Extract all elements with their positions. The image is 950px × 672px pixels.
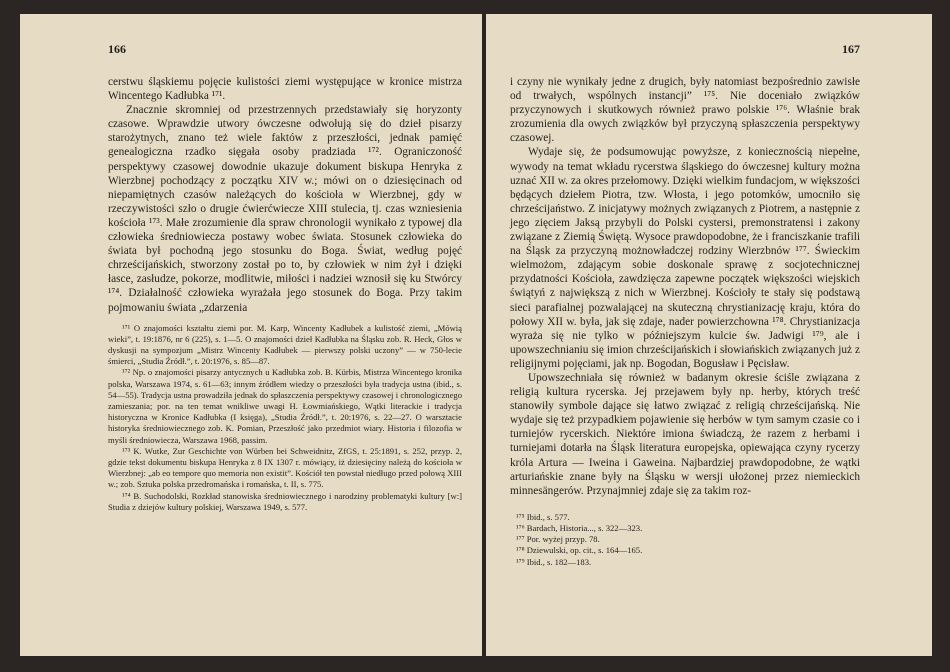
footnote-175: ¹⁷⁵ Ibid., s. 577. bbox=[516, 511, 570, 522]
right-paragraph-1: i czyny nie wynikały jedne z drugich, były natomiast bezpośrednio zawisłe od trwałych, wspólnych instancji” ¹⁷⁵. Nie doceniało związków przyczynowych i skutkowych również prawo polskie ¹⁷⁶. Właśnie brak zrozumienia dla owych związków był przyczyną spłaszczenia perspektywy czasowej. bbox=[510, 76, 860, 145]
footnote-178: ¹⁷⁸ Dziewulski, op. cit., s. 164—165. bbox=[516, 545, 643, 556]
right-paragraph-2: Wydaje się, że podsumowując powyższe, z koniecznością niepełne, wywody na temat wkładu rycerstwa śląskiego do ówczesnej kultury można uznać XII w. za okres przełomowy. Dzięki wielkim fundacjom, w większości będących dziełem Piotra, tzw. Włosta, i jego potomków, umocniło się chrześcijaństwo. Z inicjatywy możnych związanych z Piotrem, a następnie z jego zięciem Jaksą przybyli do Polski cystersi, premonstratensi i zakony związane z Ziemią Świętą. Wysoce prawdopodobne, że i franciszkanie trafili na Śląsk za przyczyną możnowładczej rodziny Wierzbnów ¹⁷⁷. Świeckim wielmożom, zdającym sobie doskonale sprawę z socjotechnicznej przydatności Kościoła, zawdzięcza zapewne początek większości wiejskich świątyń z największą z nich w Wierzbnej. Kościoły te stały się podstawą sieci parafialnej pozwalającej na skuteczną chrystianizację kraju, która do połowy XII w. była, jak się zdaje, nader powierzchowna ¹⁷⁸. Chrystianizacja wyraża się nie tylko w późniejszym kulcie św. Jadwigi ¹⁷⁹, ale i upowszechnianiu się imion chrześcijańskich i słowiańskich związanych już z religijnymi pojęciami, jak np. Bogodan, Bogusław i Pęcisław. bbox=[510, 146, 860, 370]
footnote-171: ¹⁷¹ O znajomości kształtu ziemi por. M. Karp, Wincenty Kadłubek a kulistość ziemi, „Mówią wieki”, t. 19:1876, nr 6 (225), s. 1—5. O znajomości dzieł Kadłubka na Śląsku zob. R. Heck, Głos w dyskusji na sympozjum „Mistrz Wincenty Kadłubek — pierwszy polski uczony” — w 750-lecie śmierci, „Studia Źródł.”, t. 20:1976, s. 85—87. bbox=[108, 322, 462, 367]
right-paragraph-3: Upowszechniała się również w badanym okresie ściśle związana z religią kultura rycerska. Jej przejawem były np. herby, których treść stanowiły symbole dające się łatwo związać z religią chrześcijańską. Nie wydaje się też przypadkiem pojawienie się herbów w tym samym czasie co i turniejów rycerskich. Niektóre imiona świadczą, że razem z herbami i turniejami dotarła na Śląsk literatura europejska, opiewająca czyny rycerzy króla Artura — Iweina i Gaweina. Najbardziej prawdopodobne, że wątki arturiańskie znane były na Śląsku w wersji ułożonej przez niemieckich minnesängerów. Przynajmniej zdaje się za takim roz- bbox=[510, 371, 860, 497]
right-page bbox=[486, 14, 932, 656]
footnote-174: ¹⁷⁴ B. Suchodolski, Rozkład stanowiska średniowiecznego i narodziny problematyki kultury [w:] Studia z dziejów kultury polskiej, Warszawa 1949, s. 577. bbox=[108, 490, 462, 512]
footnote-172: ¹⁷² Np. o znajomości pisarzy antycznych u Kadłubka zob. B. Kürbis, Mistrza Wincentego kronika polska, Warszawa 1974, s. 61—63; innym źródłem wiedzy o przeszłości była tradycja ustna (ibid., s. 54—55). Tradycja ustna prowadziła jednak do spłaszczenia perspektywy czasowej i chronologicznego zamieszania; por. na ten temat wnikliwe uwagi H. Łowmiańskiego, Wątki literackie i tradycja historyczna w Kronice Kadłubka (I księga), „Studia Źródł.”, t. 20:1976, s. 22—27. O warsztacie historyka średniowiecznego zob. K. Pomian, Przeszłość jako przedmiot wiary. Historia i filozofia w myśli średniowiecza, Warszawa 1968, passim. bbox=[108, 367, 462, 445]
left-paragraph-2: Znacznie skromniej od przestrzennych przedstawiały się horyzonty czasowe. Wprawdzie utwory ówczesne odwołują się do dzieł pisarzy starożytnych, znano też wiele faktów z przeszłości, jednak pamięć genealogiczna rzadko sięgała osoby pradziada ¹⁷². Ograniczoność perspektywy czasowej dowodnie ukazuje dokument biskupa Henryka z Wierzbnej pochodzący z początku XIV w.; mówi on o dziesięcinach od niepamiętnych czasów należących do kościoła w Wierzbnej, gdy w rzeczywistości szło o drugie ćwierćwiecze XIII stulecia, tj. czas wzniesienia kościoła ¹⁷³. Małe zrozumienie dla spraw chronologii wynikało z typowej dla człowieka średniowiecza postawy wobec świata. Stosunek człowieka do świata był pochodną jego stosunku do Boga. Świat, według pojęć chrześcijańskich, stworzony został po to, by człowiek w nim żył i dzięki łasce, zasłudze, pokorze, modlitwie, miłości i nadziei wznosił się ku Stwórcy ¹⁷⁴. Działalność człowieka wyrażała jego stosunek do Boga. Przy takim pojmowaniu świata „zdarzenia bbox=[108, 104, 462, 314]
page-number-left: 166 bbox=[108, 42, 126, 56]
footnote-179: ¹⁷⁹ Ibid., s. 182—183. bbox=[516, 556, 592, 567]
page-number-right: 167 bbox=[842, 42, 860, 56]
right-footnotes bbox=[510, 512, 860, 568]
footnote-177: ¹⁷⁷ Por. wyżej przyp. 78. bbox=[516, 534, 600, 545]
left-footnotes bbox=[108, 323, 462, 513]
footnote-176: ¹⁷⁶ Bardach, Historia..., s. 322—323. bbox=[516, 523, 643, 534]
footnote-173: ¹⁷³ K. Wutke, Zur Geschichte von Würben bei Schweidnitz, ZfGS, t. 25:1891, s. 252, przyp. 2, gdzie tekst dokumentu biskupa Henryka z 8 IX 1307 r. mówiący, iż dziesięciny należą do kościoła w Wierzbnej: „ab eo tempore quo memoria non existit”. Kościół ten powstał niedługo przed połową XIII w.; zob. Sztuka polska przedromańska i romańska, t. II, s. 775. bbox=[108, 445, 462, 490]
left-page bbox=[20, 14, 482, 656]
left-paragraph-1: cerstwu śląskiemu pojęcie kulistości ziemi występujące w kronice mistrza Wincentego Kadłubka ¹⁷¹. bbox=[108, 76, 462, 103]
